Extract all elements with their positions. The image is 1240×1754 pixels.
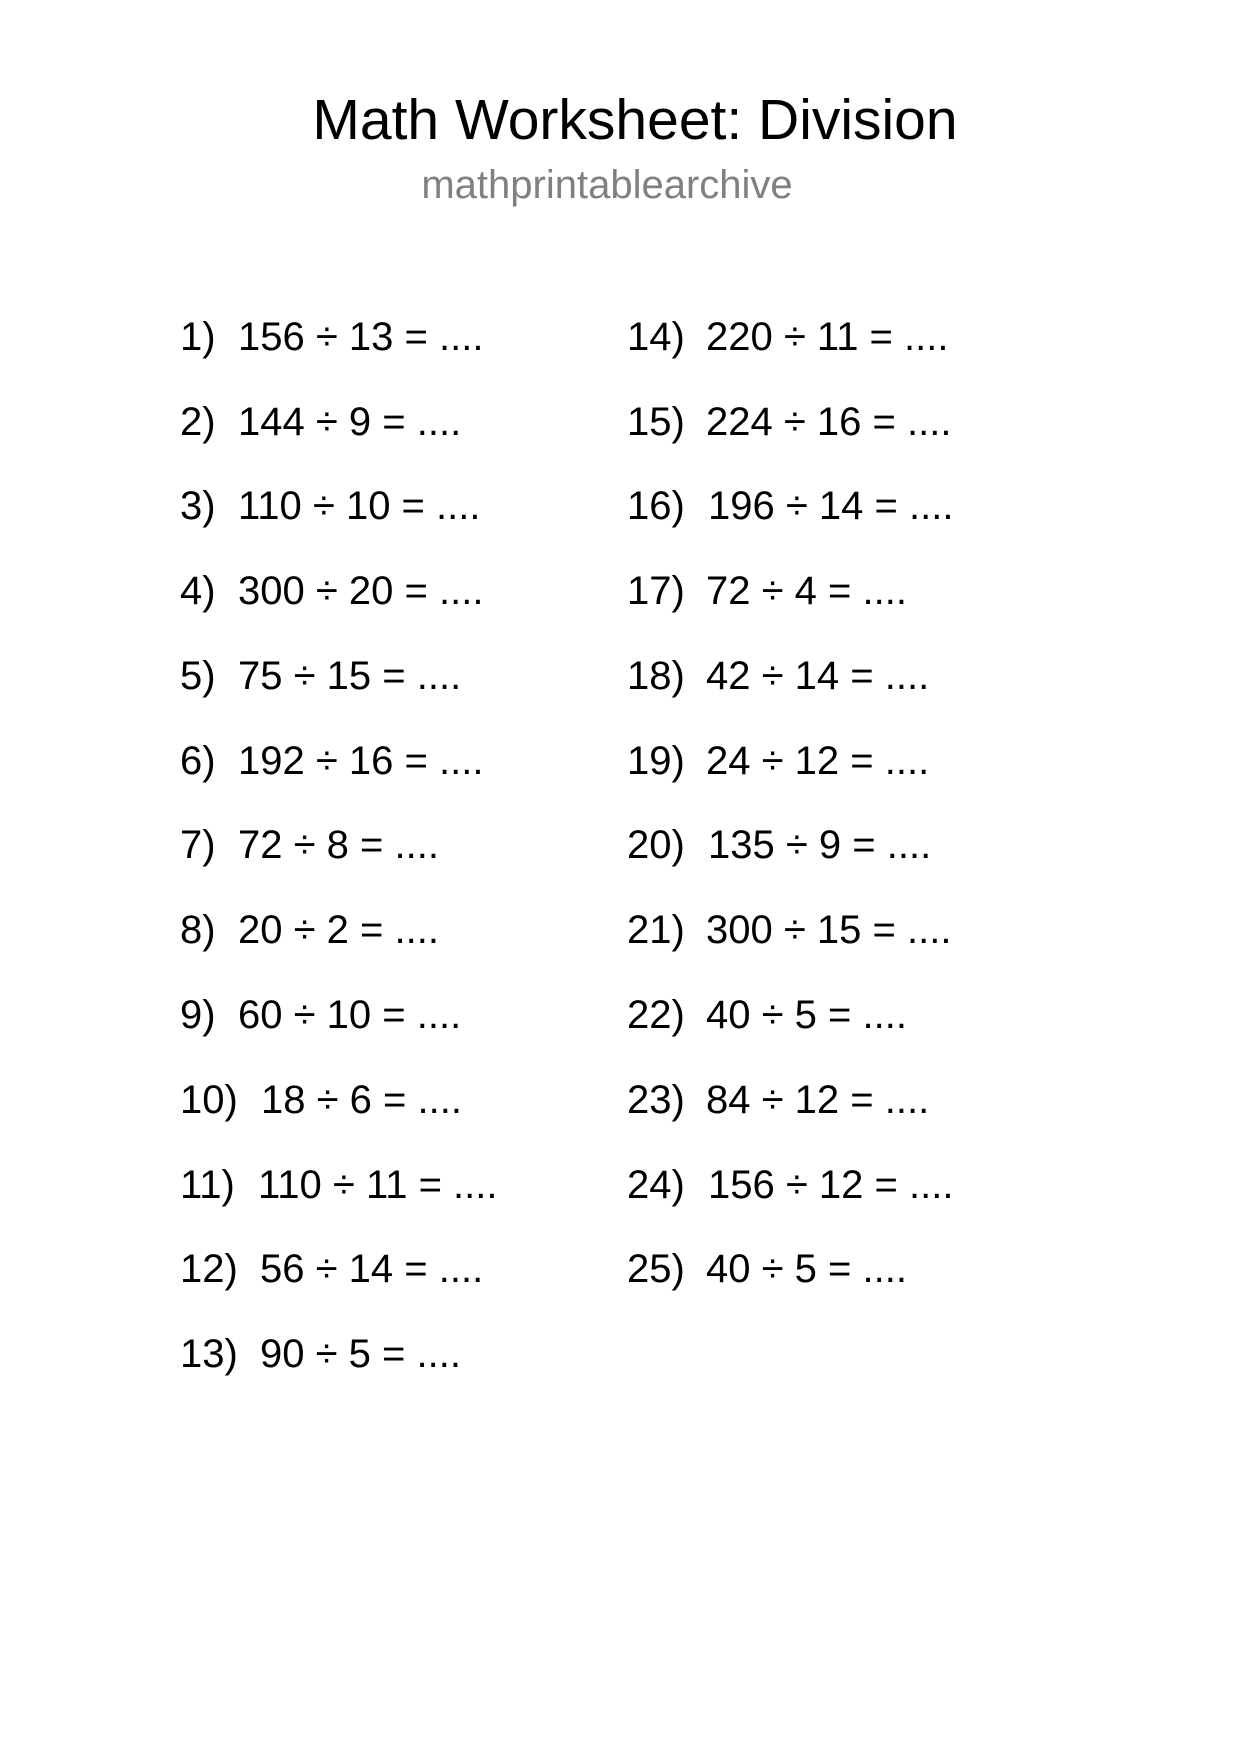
problem-expression: 72 ÷ 4 = .... [706, 569, 907, 613]
problem-expression: 224 ÷ 16 = .... [706, 400, 952, 444]
problem-number: 6) [180, 739, 216, 783]
problem-number: 4) [180, 569, 216, 613]
problem-number: 15) [627, 400, 685, 444]
worksheet-title: Math Worksheet: Division [312, 88, 958, 152]
problem-expression: 72 ÷ 8 = .... [238, 823, 439, 867]
problem-expression: 144 ÷ 9 = .... [238, 400, 462, 444]
problem-number: 8) [180, 908, 216, 952]
problem-expression: 220 ÷ 11 = .... [706, 315, 949, 359]
problem-number: 9) [180, 993, 216, 1037]
problem-expression: 110 ÷ 11 = .... [258, 1163, 498, 1207]
problem-expression: 135 ÷ 9 = .... [708, 823, 932, 867]
problem-expression: 40 ÷ 5 = .... [706, 1247, 907, 1291]
problem-number: 3) [180, 484, 216, 528]
problem-expression: 75 ÷ 15 = .... [238, 654, 462, 698]
problem-expression: 24 ÷ 12 = .... [706, 739, 930, 783]
problem-expression: 60 ÷ 10 = .... [238, 993, 462, 1037]
problem-expression: 110 ÷ 10 = .... [238, 484, 481, 528]
problem-expression: 192 ÷ 16 = .... [238, 739, 484, 783]
problem-expression: 56 ÷ 14 = .... [260, 1247, 484, 1291]
problem-number: 19) [627, 739, 685, 783]
worksheet-subtitle: mathprintablearchive [421, 163, 793, 207]
problem-number: 7) [180, 823, 216, 867]
problem-number: 22) [627, 993, 685, 1037]
problem-expression: 20 ÷ 2 = .... [238, 908, 439, 952]
problem-number: 18) [627, 654, 685, 698]
problem-number: 25) [627, 1247, 685, 1291]
problem-number: 16) [627, 484, 685, 528]
problem-number: 1) [180, 315, 216, 359]
problem-number: 14) [627, 315, 685, 359]
problem-number: 21) [627, 908, 685, 952]
problem-expression: 40 ÷ 5 = .... [706, 993, 907, 1037]
problem-expression: 196 ÷ 14 = .... [708, 484, 954, 528]
problem-expression: 84 ÷ 12 = .... [706, 1078, 930, 1122]
problem-expression: 156 ÷ 13 = .... [238, 315, 484, 359]
problem-number: 12) [180, 1247, 238, 1291]
problem-number: 2) [180, 400, 216, 444]
problem-number: 20) [627, 823, 685, 867]
problem-number: 5) [180, 654, 216, 698]
problem-expression: 90 ÷ 5 = .... [260, 1332, 461, 1376]
problem-expression: 300 ÷ 20 = .... [238, 569, 484, 613]
problem-expression: 18 ÷ 6 = .... [261, 1078, 462, 1122]
problem-expression: 300 ÷ 15 = .... [706, 908, 952, 952]
problem-number: 11) [180, 1163, 235, 1207]
problem-expression: 42 ÷ 14 = .... [706, 654, 930, 698]
problem-number: 13) [180, 1332, 238, 1376]
problem-expression: 156 ÷ 12 = .... [708, 1163, 954, 1207]
problem-number: 24) [627, 1163, 685, 1207]
problem-number: 17) [627, 569, 685, 613]
problem-number: 10) [180, 1078, 238, 1122]
problem-number: 23) [627, 1078, 685, 1122]
